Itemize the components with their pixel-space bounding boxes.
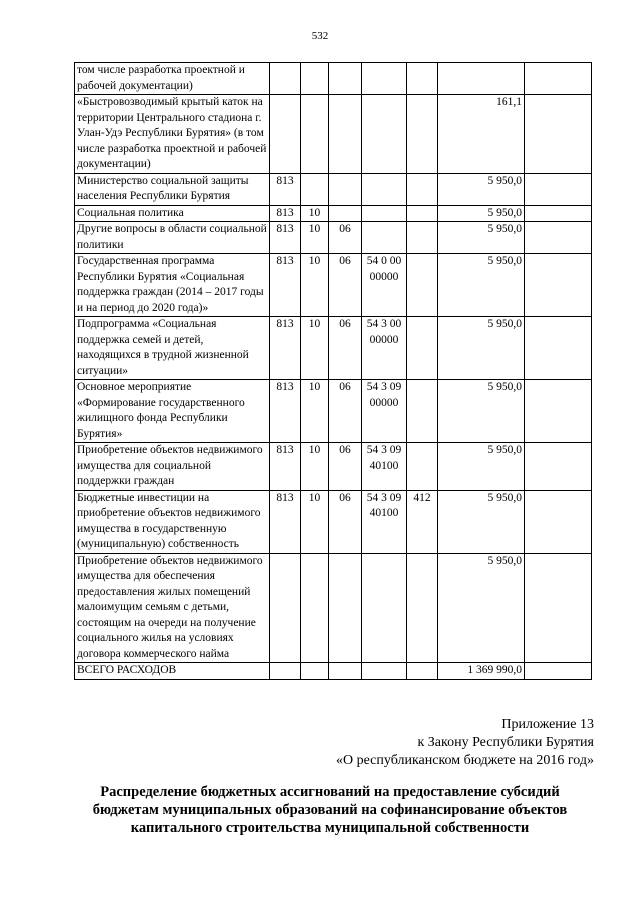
cell-empty	[525, 663, 592, 680]
table-row	[75, 380, 592, 443]
cell-empty	[525, 205, 592, 222]
cell-target-article	[362, 63, 407, 95]
cell-expense-type	[407, 173, 438, 205]
row-name: Приобретение объектов недвижимого имущества для социальной поддержки граждан	[75, 443, 270, 491]
cell-expense-type	[407, 663, 438, 680]
cell-amount: 5 950,0	[438, 443, 525, 491]
cell-amount: 5 950,0	[438, 254, 525, 317]
cell-subsection	[329, 553, 362, 663]
cell-ministry: 813	[270, 173, 301, 205]
cell-ministry: 813	[270, 205, 301, 222]
cell-target-article: 54 3 09 40100	[362, 443, 407, 491]
cell-target-article	[362, 173, 407, 205]
cell-target-article: 54 0 00 00000	[362, 254, 407, 317]
cell-ministry: 813	[270, 443, 301, 491]
cell-expense-type	[407, 380, 438, 443]
table-row-total	[75, 663, 592, 680]
cell-amount: 5 950,0	[438, 553, 525, 663]
cell-amount: 5 950,0	[438, 205, 525, 222]
cell-expense-type	[407, 553, 438, 663]
cell-amount: 1 369 990,0	[438, 663, 525, 680]
cell-target-article: 54 3 00 00000	[362, 317, 407, 380]
appendix-line: «О республиканском бюджете на 2016 год»	[336, 753, 594, 768]
cell-empty	[525, 443, 592, 491]
cell-subsection: 06	[329, 317, 362, 380]
cell-section: 10	[301, 254, 329, 317]
cell-subsection	[329, 663, 362, 680]
cell-amount: 5 950,0	[438, 222, 525, 254]
table-row	[75, 205, 592, 222]
cell-subsection: 06	[329, 443, 362, 491]
cell-section	[301, 553, 329, 663]
cell-empty	[525, 380, 592, 443]
appendix-line: к Закону Республики Бурятия	[417, 735, 594, 750]
cell-section: 10	[301, 205, 329, 222]
table-row	[75, 95, 592, 174]
row-name: ВСЕГО РАСХОДОВ	[75, 663, 270, 680]
cell-subsection: 06	[329, 380, 362, 443]
title-line: капитального строительства муниципальной собственности	[130, 820, 530, 836]
cell-target-article	[362, 205, 407, 222]
cell-empty	[525, 173, 592, 205]
cell-expense-type	[407, 443, 438, 491]
table-row	[75, 254, 592, 317]
row-name: Государственная программа Республики Бурятия «Социальная поддержка граждан (2014 – 2017 годы и на период до 2020 года)»	[75, 254, 270, 317]
cell-expense-type	[407, 95, 438, 174]
table-row	[75, 553, 592, 663]
cell-ministry: 813	[270, 490, 301, 553]
cell-empty	[525, 63, 592, 95]
page-number: 532	[311, 30, 329, 42]
cell-expense-type	[407, 254, 438, 317]
cell-amount: 161,1	[438, 95, 525, 174]
cell-subsection: 06	[329, 254, 362, 317]
table-row	[75, 173, 592, 205]
cell-ministry: 813	[270, 222, 301, 254]
cell-subsection	[329, 95, 362, 174]
table-row	[75, 317, 592, 380]
cell-empty	[525, 490, 592, 553]
row-name: Основное мероприятие «Формирование государственного жилищного фонда Республики Бурятия»	[75, 380, 270, 443]
cell-section: 10	[301, 443, 329, 491]
cell-expense-type	[407, 205, 438, 222]
cell-amount: 5 950,0	[438, 380, 525, 443]
cell-section: 10	[301, 490, 329, 553]
row-name: Министерство социальной защиты населения Республики Бурятия	[75, 173, 270, 205]
cell-section: 10	[301, 380, 329, 443]
cell-ministry	[270, 63, 301, 95]
cell-section	[301, 173, 329, 205]
cell-empty	[525, 222, 592, 254]
cell-subsection	[329, 173, 362, 205]
cell-target-article	[362, 553, 407, 663]
title-line: бюджетам муниципальных образований на софинансирование объектов	[92, 802, 568, 818]
cell-subsection	[329, 63, 362, 95]
cell-empty	[525, 317, 592, 380]
cell-target-article: 54 3 09 00000	[362, 380, 407, 443]
cell-empty	[525, 95, 592, 174]
row-name: Приобретение объектов недвижимого имущества для обеспечения предоставления жилых помещений малоимущим семьям с детьми, состоящим на очереди на получение социального жилья на условиях договора коммерческого найма	[75, 553, 270, 663]
cell-ministry	[270, 95, 301, 174]
cell-ministry	[270, 663, 301, 680]
document-title	[60, 783, 600, 837]
title-line: Распределение бюджетных ассигнований на предоставление субсидий	[100, 784, 560, 800]
appendix-note	[0, 716, 594, 770]
cell-section	[301, 663, 329, 680]
row-name: Социальная политика	[75, 205, 270, 222]
cell-target-article	[362, 222, 407, 254]
cell-amount	[438, 63, 525, 95]
cell-subsection: 06	[329, 222, 362, 254]
cell-amount: 5 950,0	[438, 173, 525, 205]
cell-subsection	[329, 205, 362, 222]
table-row	[75, 490, 592, 553]
cell-amount: 5 950,0	[438, 317, 525, 380]
budget-table	[74, 62, 592, 680]
cell-expense-type	[407, 317, 438, 380]
cell-ministry: 813	[270, 380, 301, 443]
cell-ministry: 813	[270, 254, 301, 317]
cell-empty	[525, 553, 592, 663]
cell-target-article	[362, 663, 407, 680]
cell-empty	[525, 254, 592, 317]
cell-target-article	[362, 95, 407, 174]
cell-expense-type	[407, 222, 438, 254]
cell-section	[301, 95, 329, 174]
row-name: Бюджетные инвестиции на приобретение объектов недвижимого имущества в государственную (муниципальную) собственность	[75, 490, 270, 553]
cell-section: 10	[301, 222, 329, 254]
cell-amount: 5 950,0	[438, 490, 525, 553]
cell-section	[301, 63, 329, 95]
table-row	[75, 63, 592, 95]
cell-target-article: 54 3 09 40100	[362, 490, 407, 553]
appendix-line: Приложение 13	[501, 717, 594, 732]
cell-ministry	[270, 553, 301, 663]
cell-subsection: 06	[329, 490, 362, 553]
table-row	[75, 443, 592, 491]
cell-section: 10	[301, 317, 329, 380]
cell-expense-type: 412	[407, 490, 438, 553]
row-name: Другие вопросы в области социальной политики	[75, 222, 270, 254]
cell-expense-type	[407, 63, 438, 95]
row-name: том числе разработка проектной и рабочей документации)	[75, 63, 270, 95]
row-name: «Быстровозводимый крытый каток на территории Центрального стадиона г. Улан-Удэ Республики Бурятия» (в том числе разработка проектной и рабочей документации)	[75, 95, 270, 174]
table-row	[75, 222, 592, 254]
cell-ministry: 813	[270, 317, 301, 380]
row-name: Подпрограмма «Социальная поддержка семей и детей, находящихся в трудной жизненной ситуации»	[75, 317, 270, 380]
